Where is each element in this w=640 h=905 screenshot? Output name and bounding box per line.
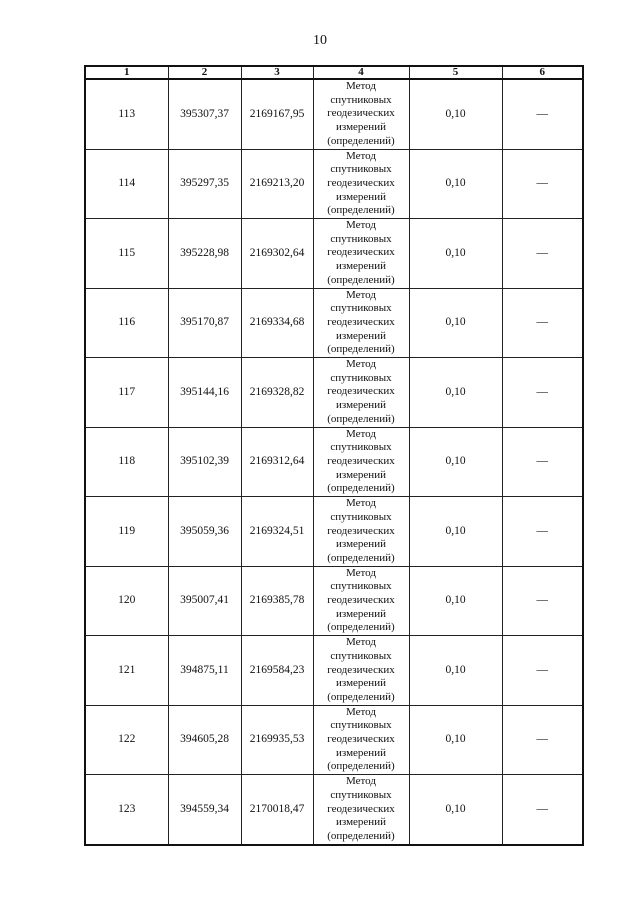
x-coordinate-value: 394605,28 [180,733,229,746]
y-coordinate-value: 2169324,51 [249,524,305,537]
x-coordinate-cell [168,427,241,497]
note-value: — [536,316,548,329]
column-header-3: 3 [241,66,313,79]
accuracy-value: 0,10 [445,107,466,120]
x-coordinate-value: 395307,37 [180,107,229,120]
y-coordinate-value: 2169167,95 [249,107,305,120]
coordinates-table [84,65,584,846]
y-coordinate-value: 2169935,53 [249,733,305,746]
table-body [85,79,583,845]
accuracy-cell [409,149,502,219]
method-cell [313,79,409,149]
method-value: Метод спутниковых геодезических измерений (определений) [327,80,395,147]
x-coordinate-cell [168,705,241,775]
note-value: — [536,594,548,607]
point-number-value: 116 [118,316,136,329]
note-cell [502,79,583,149]
accuracy-cell [409,705,502,775]
column-header-1: 1 [85,66,168,79]
method-cell [313,705,409,775]
table-row [85,358,583,428]
accuracy-value: 0,10 [445,524,466,537]
note-value: — [536,733,548,746]
point-number-cell [85,497,168,567]
method-value: Метод спутниковых геодезических измерений (определений) [327,288,395,356]
point-number-value: 115 [118,246,136,259]
accuracy-cell [409,219,502,289]
point-number-value: 119 [118,524,136,537]
y-coordinate-cell [241,288,313,358]
note-value: — [536,524,548,537]
table-row [85,288,583,358]
y-coordinate-cell [241,497,313,567]
method-cell [313,497,409,567]
note-cell [502,705,583,775]
y-coordinate-value: 2169334,68 [249,316,305,329]
y-coordinate-value: 2169302,64 [249,246,305,259]
point-number-cell [85,219,168,289]
point-number-value: 123 [118,802,136,815]
note-cell [502,427,583,497]
x-coordinate-value: 395228,98 [180,246,229,259]
note-cell [502,497,583,567]
accuracy-value: 0,10 [445,455,466,468]
column-header-4: 4 [313,66,409,79]
header-row [85,66,583,79]
x-coordinate-cell [168,497,241,567]
point-number-value: 120 [118,594,136,607]
point-number-cell [85,427,168,497]
column-header-6: 6 [502,66,583,79]
y-coordinate-value: 2169584,23 [249,663,305,676]
table-row [85,497,583,567]
x-coordinate-value: 395059,36 [180,524,229,537]
point-number-value: 122 [118,733,136,746]
point-number-cell [85,358,168,428]
accuracy-cell [409,636,502,706]
x-coordinate-value: 395297,35 [180,177,229,190]
note-value: — [536,455,548,468]
accuracy-value: 0,10 [445,733,466,746]
x-coordinate-value: 395102,39 [180,455,229,468]
point-number-value: 118 [118,455,136,468]
y-coordinate-cell [241,79,313,149]
y-coordinate-value: 2169312,64 [249,455,305,468]
accuracy-cell [409,566,502,636]
accuracy-cell [409,358,502,428]
accuracy-value: 0,10 [445,663,466,676]
method-cell [313,288,409,358]
y-coordinate-cell [241,566,313,636]
note-value: — [536,107,548,120]
note-cell [502,775,583,845]
method-cell [313,219,409,289]
method-cell [313,149,409,219]
accuracy-value: 0,10 [445,802,466,815]
accuracy-value: 0,10 [445,177,466,190]
point-number-cell [85,775,168,845]
x-coordinate-cell [168,149,241,219]
x-coordinate-value: 394559,34 [180,802,229,815]
y-coordinate-cell [241,149,313,219]
method-cell [313,775,409,845]
point-number-value: 121 [118,663,136,676]
point-number-value: 113 [118,107,136,120]
accuracy-cell [409,79,502,149]
note-value: — [536,385,548,398]
table-row [85,566,583,636]
method-value: Метод спутниковых геодезических измерений (определений) [327,705,395,773]
x-coordinate-cell [168,219,241,289]
point-number-cell [85,288,168,358]
method-cell [313,566,409,636]
note-cell [502,566,583,636]
note-value: — [536,802,548,815]
accuracy-value: 0,10 [445,246,466,259]
note-value: — [536,663,548,676]
point-number-value: 114 [118,177,136,190]
table-row [85,219,583,289]
point-number-value: 117 [118,385,136,398]
note-cell [502,149,583,219]
x-coordinate-value: 394875,11 [180,663,229,676]
note-cell [502,636,583,706]
x-coordinate-cell [168,775,241,845]
x-coordinate-value: 395007,41 [180,594,229,607]
x-coordinate-cell [168,358,241,428]
x-coordinate-value: 395170,87 [180,316,229,329]
note-cell [502,288,583,358]
y-coordinate-value: 2169328,82 [249,385,305,398]
x-coordinate-value: 395144,16 [180,385,229,398]
x-coordinate-cell [168,288,241,358]
method-value: Метод спутниковых геодезических измерений (определений) [327,358,395,425]
column-header-2: 2 [168,66,241,79]
y-coordinate-value: 2169213,20 [249,177,305,190]
method-value: Метод спутниковых геодезических измерений (определений) [327,149,395,217]
accuracy-cell [409,288,502,358]
method-cell [313,358,409,428]
method-cell [313,636,409,706]
point-number-cell [85,79,168,149]
x-coordinate-cell [168,566,241,636]
point-number-cell [85,566,168,636]
y-coordinate-cell [241,358,313,428]
method-value: Метод спутниковых геодезических измерений (определений) [327,219,395,286]
accuracy-cell [409,427,502,497]
table-row [85,79,583,149]
y-coordinate-value: 2169385,78 [249,594,305,607]
method-cell [313,427,409,497]
note-cell [502,358,583,428]
table-row [85,705,583,775]
table-row [85,149,583,219]
method-value: Метод спутниковых геодезических измерений (определений) [327,636,395,703]
note-cell [502,219,583,289]
method-value: Метод спутниковых геодезических измерений (определений) [327,497,395,564]
y-coordinate-value: 2170018,47 [249,802,305,815]
accuracy-cell [409,775,502,845]
accuracy-cell [409,497,502,567]
point-number-cell [85,705,168,775]
accuracy-value: 0,10 [445,385,466,398]
column-header-5: 5 [409,66,502,79]
method-value: Метод спутниковых геодезических измерений (определений) [327,775,395,842]
note-value: — [536,246,548,259]
method-value: Метод спутниковых геодезических измерений (определений) [327,566,395,634]
table-header [85,66,583,79]
y-coordinate-cell [241,775,313,845]
y-coordinate-cell [241,636,313,706]
page-number: 10 [313,33,327,48]
accuracy-value: 0,10 [445,594,466,607]
note-value: — [536,177,548,190]
accuracy-value: 0,10 [445,316,466,329]
y-coordinate-cell [241,219,313,289]
y-coordinate-cell [241,427,313,497]
table-row [85,775,583,845]
table-row [85,636,583,706]
table-row [85,427,583,497]
point-number-cell [85,636,168,706]
y-coordinate-cell [241,705,313,775]
x-coordinate-cell [168,79,241,149]
point-number-cell [85,149,168,219]
method-value: Метод спутниковых геодезических измерений (определений) [327,427,395,495]
x-coordinate-cell [168,636,241,706]
